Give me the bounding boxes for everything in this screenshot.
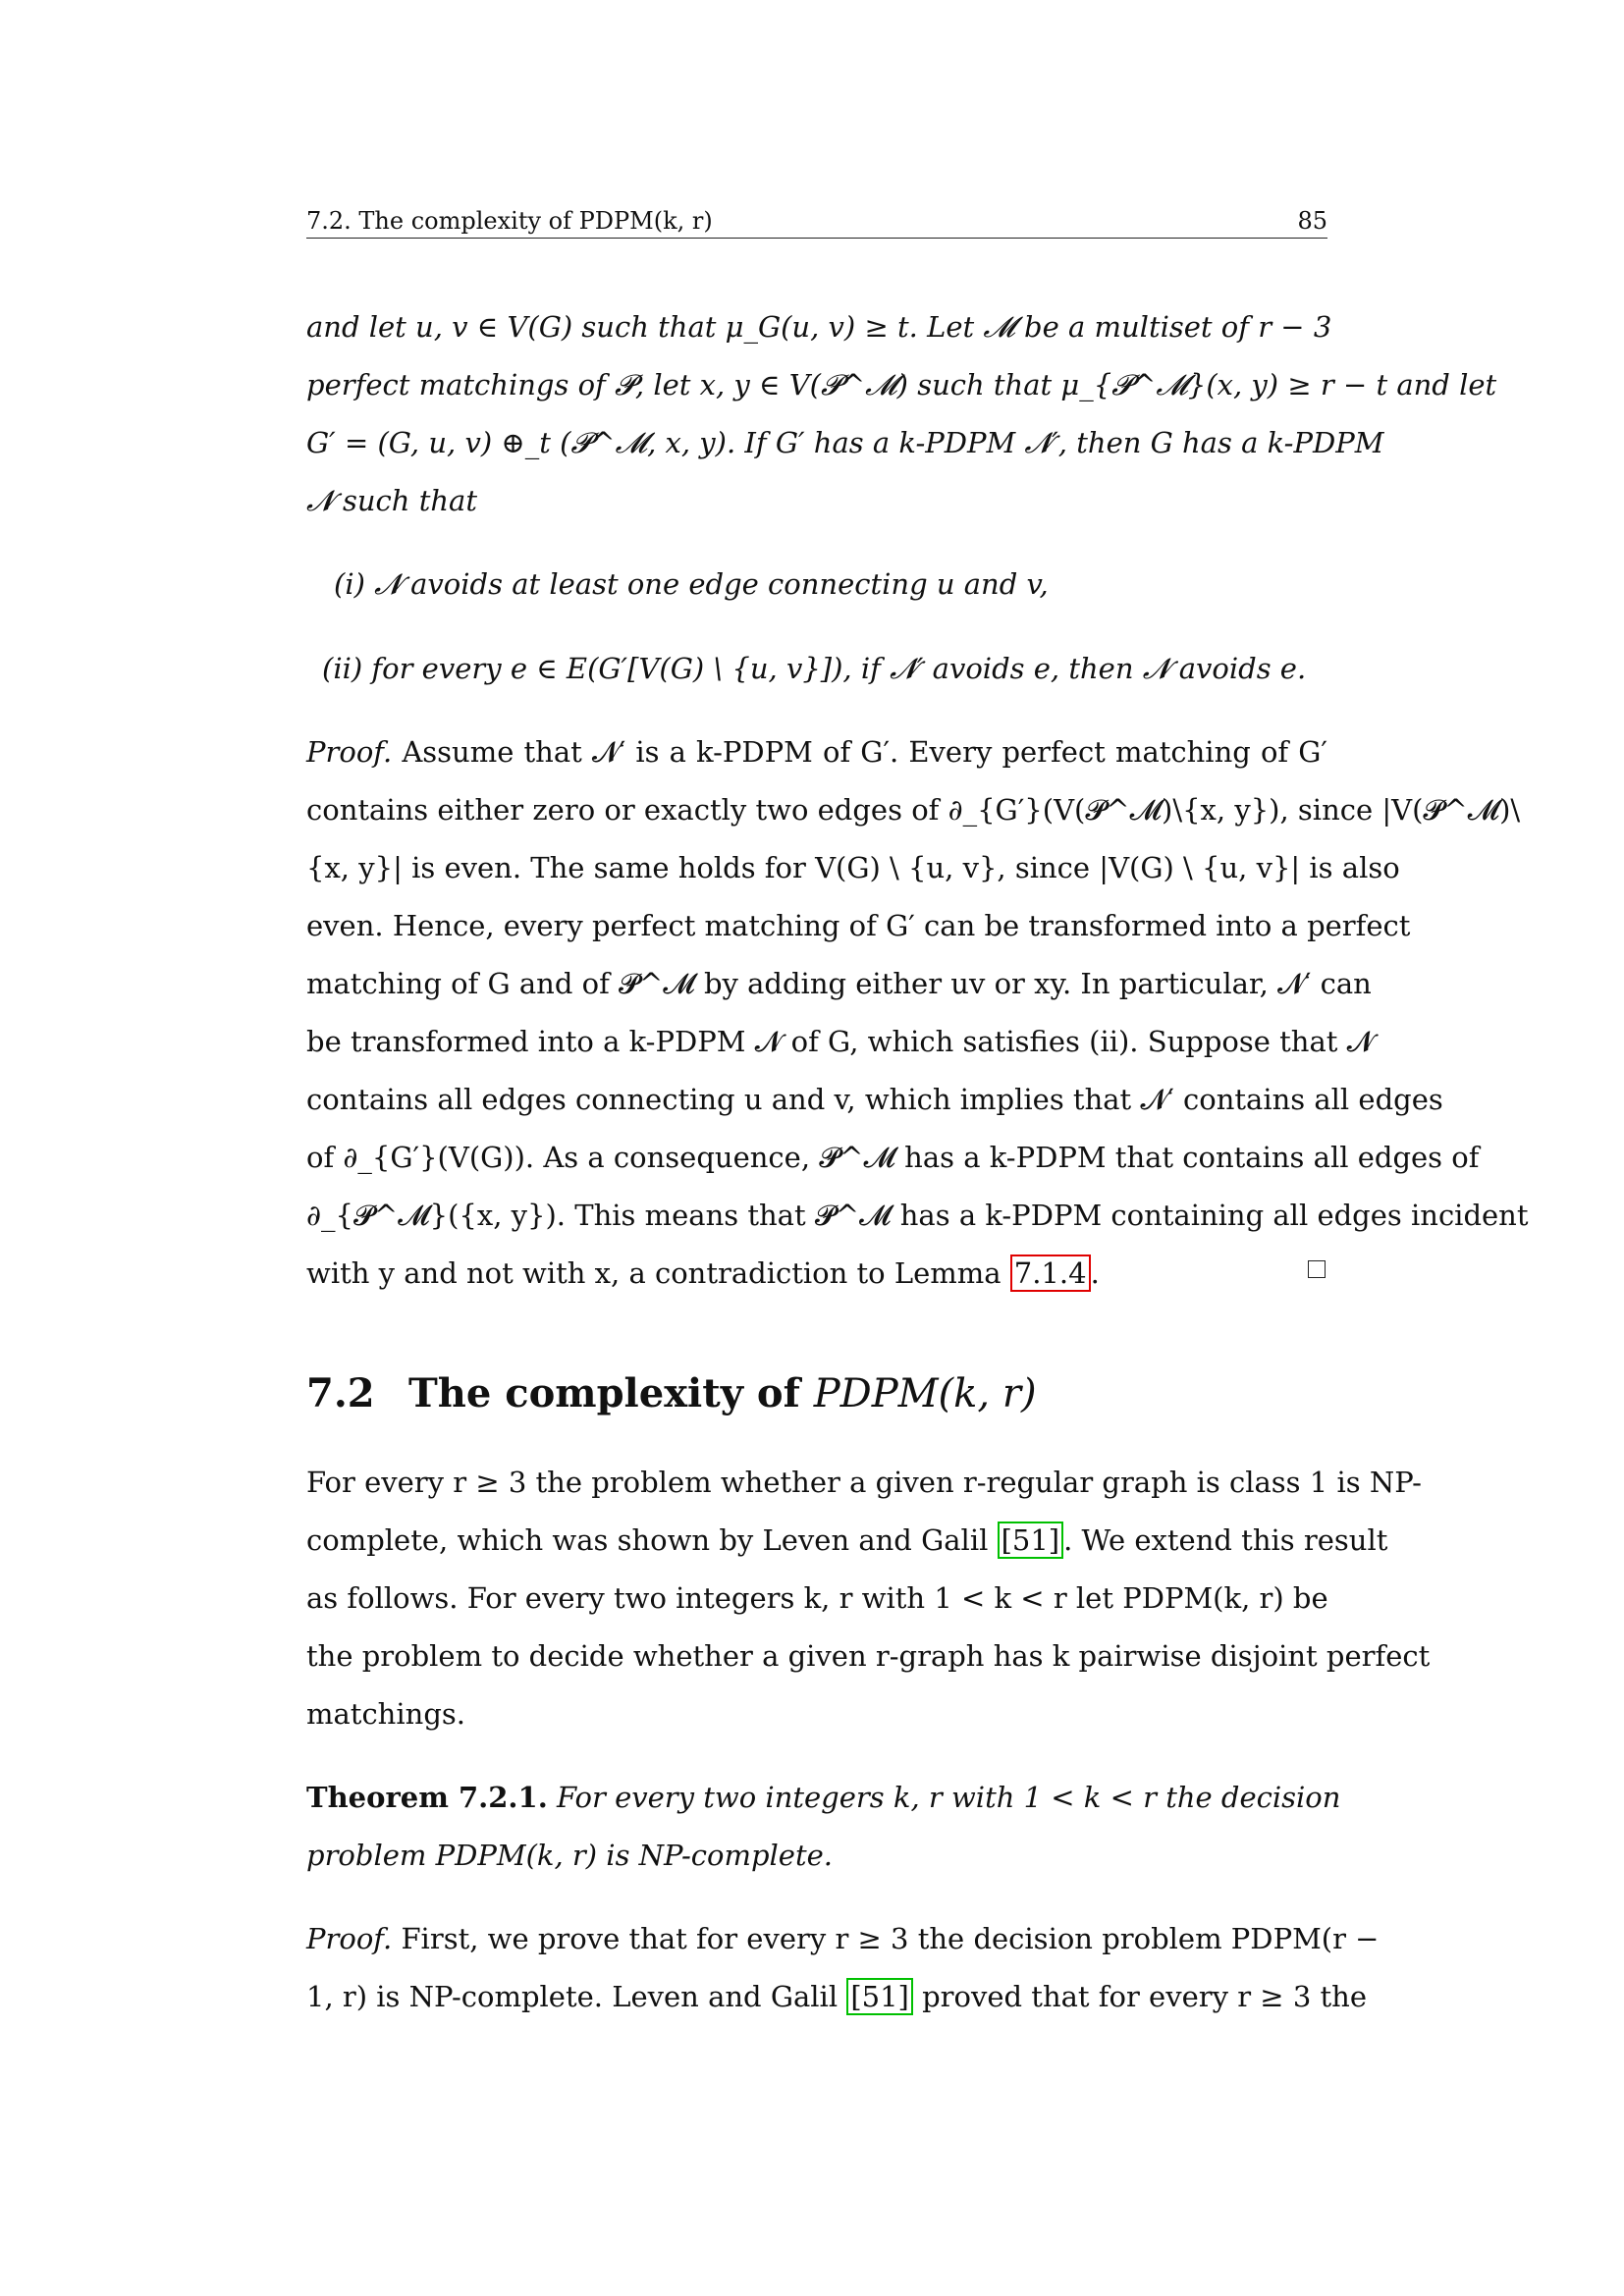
lemma-line: and let u, v ∈ V(G) such that μ_G(u, v) ≥ t. Let 𝓜 be a multiset of r − 3: [306, 310, 1332, 344]
proof-first-line: [306, 734, 1327, 770]
section-number: 7.2: [306, 1370, 375, 1416]
proof-line: of ∂_{G′}(V(G)). As a consequence, 𝓟^𝓜 has a k-PDPM that contains all edges of: [306, 1141, 1480, 1174]
proof-line: ∂_{𝓟^𝓜}({x, y}). This means that 𝓟^𝓜 has a k-PDPM containing all edges incident: [306, 1199, 1529, 1232]
qed-square-icon: [1308, 1260, 1326, 1278]
citation-link[interactable]: [51]: [998, 1522, 1064, 1559]
lemma-reference-link[interactable]: 7.1.4: [1010, 1255, 1091, 1292]
proof-text: 1, r) is NP-complete. Leven and Galil: [306, 1980, 847, 2013]
proof-label: Proof.: [306, 735, 393, 769]
running-head: [306, 204, 1327, 239]
page-number: 85: [1297, 207, 1327, 235]
theorem-line: problem PDPM(k, r) is NP-complete.: [306, 1839, 834, 1872]
theorem-text: For every two integers k, r with 1 < k < r the decision: [557, 1781, 1341, 1814]
theorem-label: Theorem 7.2.1.: [306, 1781, 548, 1814]
paragraph-line: as follows. For every two integers k, r with 1 < k < r let PDPM(k, r) be: [306, 1581, 1328, 1615]
proof-line: contains all edges connecting u and v, which implies that 𝓝′ contains all edges: [306, 1083, 1443, 1116]
paragraph-line: For every r ≥ 3 the problem whether a given r-regular graph is class 1 is NP-: [306, 1466, 1422, 1499]
running-title: 7.2. The complexity of PDPM(k, r): [306, 207, 713, 235]
proof-last-line: [306, 1255, 1327, 1291]
proof-text: proved that for every r ≥ 3 the: [912, 1980, 1367, 2013]
proof-text: First, we prove that for every r ≥ 3 the decision problem PDPM(r −: [401, 1922, 1380, 1955]
paragraph-line: matchings.: [306, 1697, 465, 1731]
section-title-math: PDPM(k, r): [813, 1371, 1037, 1416]
proof-text: with y and not with x, a contradiction to Lemma: [306, 1256, 1010, 1290]
citation-link[interactable]: [51]: [846, 1978, 913, 2015]
proof-first-line: [306, 1921, 1380, 1956]
lemma-item: (ii) for every e ∈ E(G′[V(G) \ {u, v}]), if 𝓝′ avoids e, then 𝓝 avoids e.: [322, 652, 1307, 685]
lemma-line: perfect matchings of 𝓟, let x, y ∈ V(𝓟^𝓜) such that μ_{𝓟^𝓜}(x, y) ≥ r − t and let: [306, 368, 1497, 401]
paragraph-line: the problem to decide whether a given r-graph has k pairwise disjoint perfect: [306, 1639, 1431, 1673]
paragraph-text: . We extend this result: [1063, 1523, 1388, 1557]
proof-line: matching of G and of 𝓟^𝓜 by adding either uv or xy. In particular, 𝓝′ can: [306, 967, 1372, 1000]
paragraph-text: complete, which was shown by Leven and Galil: [306, 1523, 998, 1557]
lemma-line: G′ = (G, u, v) ⊕_t (𝓟^𝓜, x, y). If G′ has a k-PDPM 𝓝′, then G has a k-PDPM: [306, 426, 1384, 459]
lemma-item: (i) 𝓝 avoids at least one edge connecting u and v,: [334, 567, 1049, 601]
proof-line: be transformed into a k-PDPM 𝓝 of G, which satisfies (ii). Suppose that 𝓝: [306, 1025, 1375, 1058]
proof-line: contains either zero or exactly two edges of ∂_{G′}(V(𝓟^𝓜)\{x, y}), since |V(𝓟^𝓜)\: [306, 793, 1521, 827]
proof-line: {x, y}| is even. The same holds for V(G) \ {u, v}, since |V(G) \ {u, v}| is also: [306, 851, 1400, 884]
lemma-line: 𝓝 such that: [306, 484, 477, 517]
paragraph-line: [306, 1522, 1388, 1558]
proof-line: [306, 1979, 1367, 2014]
proof-label: Proof.: [306, 1922, 393, 1955]
theorem-first-line: [306, 1780, 1341, 1815]
section-heading: [306, 1369, 1037, 1418]
section-title-text: The complexity of: [408, 1370, 814, 1416]
proof-text: .: [1090, 1256, 1100, 1290]
proof-text: Assume that 𝓝′ is a k-PDPM of G′. Every perfect matching of G′: [402, 735, 1327, 769]
proof-line: even. Hence, every perfect matching of G′ can be transformed into a perfect: [306, 909, 1411, 942]
